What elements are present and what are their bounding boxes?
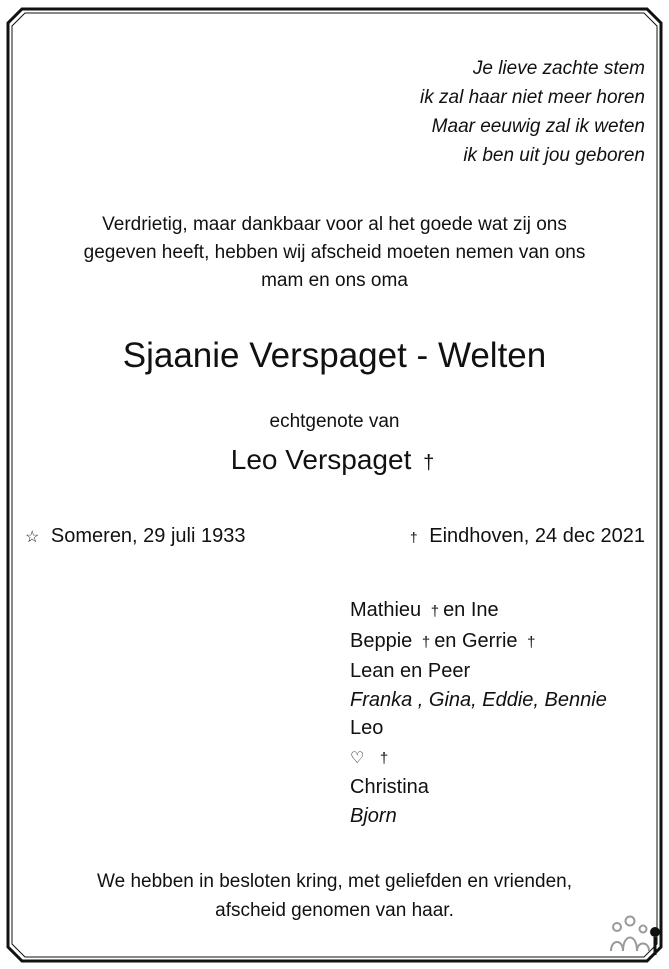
intro-line: gegeven heeft, hebben wij afscheid moeten nemen van ons: [83, 242, 586, 263]
spouse-line: [0, 444, 669, 476]
family-line: Leo: [350, 717, 384, 739]
closing-text: [0, 867, 669, 925]
birth-info: [25, 525, 245, 548]
poem-line: Je lieve zachte stem: [472, 58, 645, 79]
cross-icon: †: [527, 633, 536, 651]
cross-icon: †: [430, 603, 440, 620]
heart-icon: ♡: [350, 749, 365, 767]
cross-icon: †: [421, 633, 431, 651]
spouse-name: Leo Verspaget: [230, 444, 412, 475]
poem-line: Maar eeuwig zal ik weten: [431, 116, 645, 137]
family-line: Bjorn: [350, 804, 397, 827]
family-line: [350, 596, 607, 627]
star-icon: ☆: [25, 529, 40, 546]
death-info: [410, 525, 645, 548]
closing-line: We hebben in besloten kring, met geliefden en vrienden,: [97, 871, 572, 892]
family-line: Franka , Gina, Eddie, Bennie: [350, 688, 607, 711]
cross-icon: †: [423, 452, 435, 474]
publisher-logo-icon: [606, 913, 664, 959]
family-member: en Gerrie: [434, 629, 518, 652]
closing-line: afscheid genomen van haar.: [215, 900, 454, 921]
birth-text: Someren, 29 juli 1933: [50, 525, 246, 547]
family-line: Christina: [350, 776, 429, 798]
poem-line: ik zal haar niet meer horen: [420, 87, 645, 108]
deceased-name: Sjaanie Verspaget - Welten: [122, 336, 547, 375]
cross-icon: †: [409, 529, 418, 545]
spouse-label: echtgenote van: [269, 411, 400, 432]
family-line: [350, 627, 607, 658]
intro-line: Verdrietig, maar dankbaar voor al het goede wat zij ons: [102, 214, 567, 235]
family-member: Mathieu: [350, 599, 422, 621]
cross-icon: †: [379, 749, 389, 767]
family-list: [350, 596, 607, 830]
family-member: Beppie: [350, 629, 413, 652]
death-text: Eindhoven, 24 dec 2021: [429, 525, 645, 547]
poem-line: ik ben uit jou geboren: [463, 145, 645, 166]
family-line: [350, 743, 607, 774]
family-line: Lean en Peer: [350, 660, 471, 682]
intro-text: [0, 211, 669, 295]
poem: [420, 54, 645, 170]
intro-line: mam en ons oma: [261, 270, 408, 291]
family-member: en Ine: [443, 599, 499, 621]
